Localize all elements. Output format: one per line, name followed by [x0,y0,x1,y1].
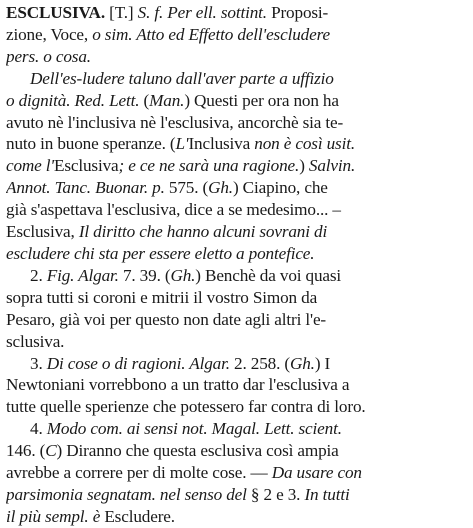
text-line [6,133,467,155]
text-line [6,46,467,68]
italic-span: Dell'es-ludere taluno dall'aver parte a uffizio [30,68,334,88]
entry-sections [6,68,467,528]
italic-span: parsimonia segnatam. nel senso del [6,484,247,504]
text-span: Newtoniani vorrebbono a un tratto dar l'esclusiva a [6,375,350,395]
text-line [6,287,467,309]
text-span: 7. 39. ( [118,265,171,285]
text-line [6,155,467,177]
headword: ESCLUSIVA. [6,3,105,22]
text-span: Proposi- [266,3,329,22]
text-line [6,243,467,265]
text-span: ) [299,156,309,176]
text-line [6,484,467,506]
italic-span: come l' [6,156,54,176]
text-line [6,112,467,134]
text-span: ) Diranno che questa esclusiva così ampia [56,441,339,461]
text-span: ) I [314,353,331,373]
text-span: nuto in buone speranze. ( [6,134,176,154]
grammar-note: S. f. Per ell. sottint. [137,3,267,22]
text-span: ( [139,90,150,110]
text-line [6,396,467,418]
text-span: Escludere. [100,506,175,526]
text-line [6,309,467,331]
italic-span: il più sempl. è [6,506,101,526]
section-first-line [6,418,467,440]
text-span: avrebbe a correre per di molte cose. — [6,463,272,483]
text-span: Inclusiva [188,134,255,154]
italic-span: Gh. [170,265,196,285]
italic-span: Di cose o di ragioni. Algar. [46,353,230,373]
text-line [6,221,467,243]
text-span: già s'aspettava l'esclusiva, dice a se medesimo... – [6,200,341,220]
italic-span: o dignità. Red. Lett. [6,90,140,110]
text-line [6,440,467,462]
text-span: 2. 258. ( [229,353,290,373]
section-first-line [6,265,467,287]
text-span: sopra tutti si coroni e mitrii il vostro Simon da [6,287,318,307]
italic-span: Da usare con [271,463,362,483]
text-span: sclusiva. [6,331,65,351]
italic-span: escludere chi sta per essere eletto a pontefice. [6,243,315,263]
italic-span: In tutti [304,484,350,504]
text-span: § 2 e 3. [246,484,305,504]
text-line [6,374,467,396]
entry-section-s0 [6,68,467,265]
text-span: 3. [30,353,47,373]
text-line [6,24,467,46]
text-span: 2. [30,265,47,285]
text-span: 4. [30,419,47,439]
entry-section-s4 [6,418,467,528]
text-span: 575. ( [164,178,209,198]
italic-span: Man. [149,90,185,110]
text-span: Pesaro, già voi per questo non date agli altri l'e- [6,309,327,329]
text-span: Esclusiva, [6,222,79,242]
text-line [6,177,467,199]
text-span: avuto nè l'inclusiva nè l'esclusiva, ancorchè sia te- [6,112,344,132]
italic-span: Salvin. [308,156,356,176]
text-span: ) Questi per ora non ha [184,90,339,110]
text-line [6,199,467,221]
source-tag: [T.] [104,3,138,22]
entry-section-s2 [6,265,467,353]
text-line [6,462,467,484]
section-first-line [6,68,467,90]
text-span: tutte quelle sperienze che potessero far contra di loro. [6,397,366,417]
text-span: Esclusiva [53,156,119,176]
text-span: ) Benchè da voi quasi [195,265,342,285]
italic-span: ; e ce ne sarà una ragione. [118,156,300,176]
text-line [6,2,467,24]
text-span: pers. o cosa. [6,46,91,66]
entry-section-s3 [6,353,467,419]
text-line [6,506,467,528]
text-span: ) Ciapino, che [232,178,328,198]
italic-span: Gh. [289,353,315,373]
text-span: o sim. Atto ed Effetto dell'escludere [92,24,330,44]
section-first-line [6,353,467,375]
text-span: zione, Voce, [6,24,93,44]
entry-definition [6,2,467,68]
text-line [6,90,467,112]
italic-span: Il diritto che hanno alcuni sovrani di [78,222,328,242]
italic-span: non è così usit. [254,134,355,154]
italic-span: Fig. Algar. [46,265,119,285]
text-line [6,331,467,353]
italic-span: Modo com. ai sensi not. Magal. Lett. scient. [46,419,342,439]
italic-span: Annot. Tanc. Buonar. p. [6,178,165,198]
text-span: 146. ( [6,441,46,461]
italic-span: Gh. [208,178,233,198]
italic-span: L' [175,134,189,154]
italic-span: C [45,441,57,461]
